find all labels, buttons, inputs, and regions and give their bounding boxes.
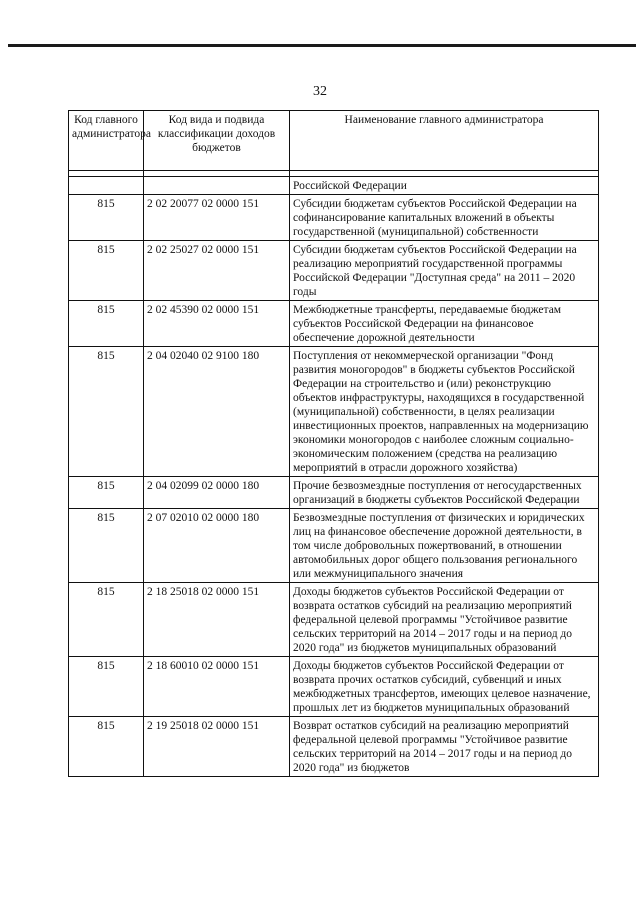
table-row — [69, 241, 599, 301]
page-number: 32 — [313, 84, 327, 99]
row-code: 815 — [69, 717, 144, 777]
row-code: 815 — [69, 195, 144, 241]
row-name: Поступления от некоммерческой организации "Фонд развития моногородов" в бюджеты субъектов Российской Федерации на строительство и (или) реконструкцию объектов инфраструктуры, находящихся в государственной (муниципальной) собственности, в целях реализации инвестиционных проектов, направленных на модернизацию экономики моногородов с наиболее сложным социально-экономическим положением (средства на реализацию мероприятий в отрасли дорожного хозяйства) — [290, 347, 599, 477]
row-name: Возврат остатков субсидий на реализацию мероприятий федеральной целевой программы "Устойчивое развитие сельских территорий на 2014 – 2017 годы и на период до 2020 года" из бюджетов — [290, 717, 599, 777]
table-row — [69, 477, 599, 509]
row-name: Доходы бюджетов субъектов Российской Федерации от возврата остатков субсидий на реализацию мероприятий федеральной целевой программы "Устойчивое развитие сельских территорий на 2014 – 2017 годы и на период до 2020 года" из бюджетов муниципальных образований — [290, 583, 599, 657]
row-code: 815 — [69, 301, 144, 347]
table-row — [69, 509, 599, 583]
header-classification: Код вида и подвида классификации доходов бюджетов — [144, 111, 290, 171]
row-name: Субсидии бюджетам субъектов Российской Федерации на софинансирование капитальных вложений в объекты государственной (муниципальной) собственности — [290, 195, 599, 241]
row-classification: 2 19 25018 02 0000 151 — [144, 717, 290, 777]
table-row — [69, 657, 599, 717]
row-classification: 2 04 02040 02 9100 180 — [144, 347, 290, 477]
row-classification: 2 18 25018 02 0000 151 — [144, 583, 290, 657]
continuation-text: Российской Федерации — [290, 177, 599, 195]
top-rule — [8, 44, 636, 47]
header-code: Код главного администратора — [69, 111, 144, 171]
row-code: 815 — [69, 241, 144, 301]
table-row — [69, 583, 599, 657]
row-name: Субсидии бюджетам субъектов Российской Федерации на реализацию мероприятий государственной программы Российской Федерации "Доступная среда" на 2011 – 2020 годы — [290, 241, 599, 301]
row-classification: 2 02 25027 02 0000 151 — [144, 241, 290, 301]
row-classification: 2 04 02099 02 0000 180 — [144, 477, 290, 509]
continuation-row — [69, 177, 599, 195]
row-code: 815 — [69, 657, 144, 717]
row-code: 815 — [69, 583, 144, 657]
revenue-table — [68, 110, 599, 777]
table-row — [69, 301, 599, 347]
header-name: Наименование главного администратора — [290, 111, 599, 171]
table-row — [69, 717, 599, 777]
row-classification: 2 02 20077 02 0000 151 — [144, 195, 290, 241]
row-classification: 2 02 45390 02 0000 151 — [144, 301, 290, 347]
table-row — [69, 347, 599, 477]
row-name: Доходы бюджетов субъектов Российской Федерации от возврата прочих остатков субсидий, субвенций и иных межбюджетных трансфертов, имеющих целевое назначение, прошлых лет из бюджетов муниципальных образований — [290, 657, 599, 717]
row-classification: 2 07 02010 02 0000 180 — [144, 509, 290, 583]
row-code: 815 — [69, 509, 144, 583]
row-name: Межбюджетные трансферты, передаваемые бюджетам субъектов Российской Федерации на финансовое обеспечение дорожной деятельности — [290, 301, 599, 347]
table-header-row — [69, 111, 599, 171]
row-classification: 2 18 60010 02 0000 151 — [144, 657, 290, 717]
row-code: 815 — [69, 347, 144, 477]
row-code: 815 — [69, 477, 144, 509]
row-name: Безвозмездные поступления от физических и юридических лиц на финансовое обеспечение дорожной деятельности, в том числе добровольных пожертвований, в отношении автомобильных дорог общего пользования регионального или межмуниципального значения — [290, 509, 599, 583]
table-row — [69, 195, 599, 241]
row-name: Прочие безвозмездные поступления от негосударственных организаций в бюджеты субъектов Российской Федерации — [290, 477, 599, 509]
